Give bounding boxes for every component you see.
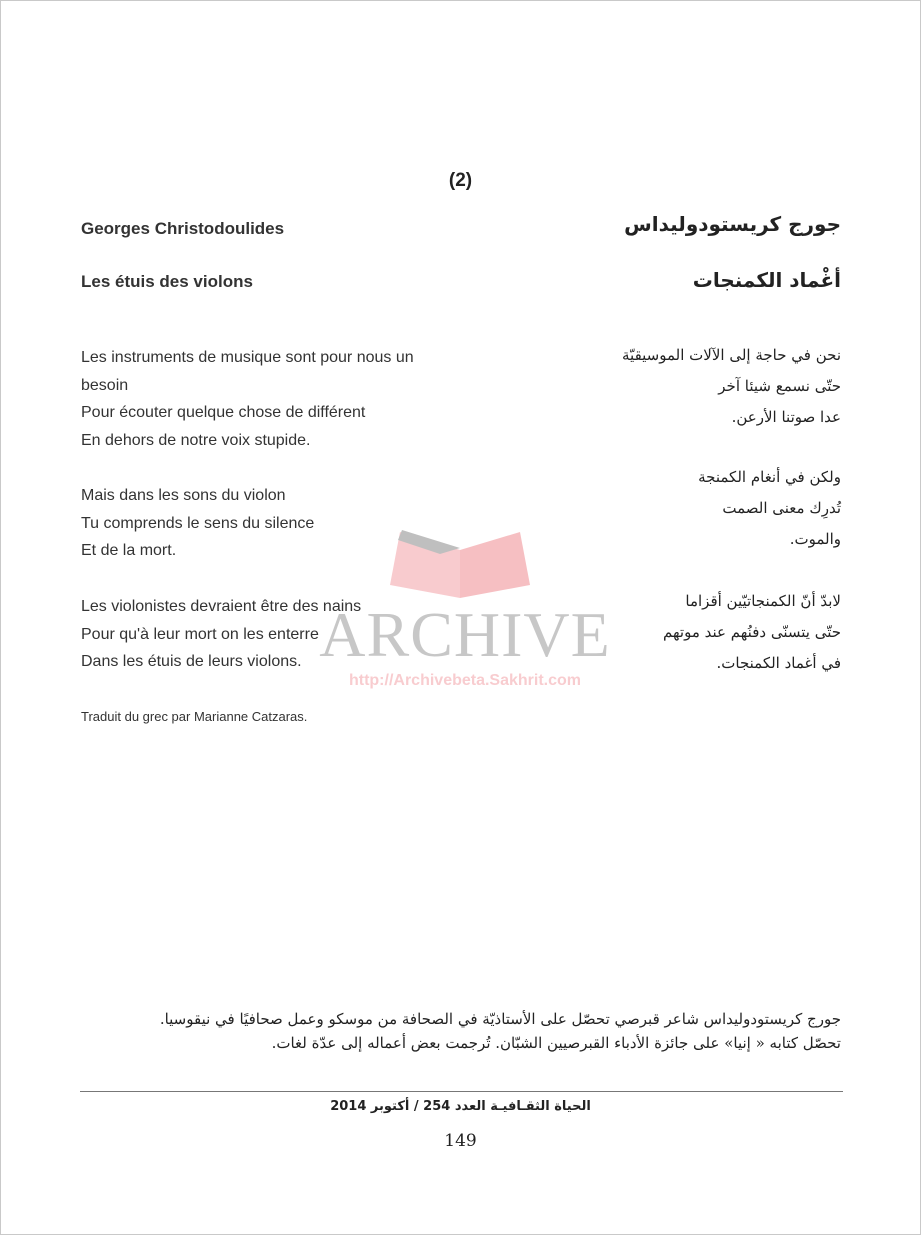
bio-line: جورج كريستودوليداس شاعر قبرصي تحصّل على الأستاذيّة في الصحافة من موسكو وعمل صحافيًا في نيقوسيا. <box>159 1010 841 1028</box>
poem-number: (2) <box>448 170 473 191</box>
french-line: Pour qu'à leur mort on les enterre <box>81 625 319 643</box>
french-line: besoin <box>81 376 129 394</box>
arabic-stanza-1 <box>622 340 841 433</box>
bio-line: تحصّل كتابه « إنيا» على جائزة الأدباء القبرصيين الشبّان. تُرجمت بعض أعماله إلى عدّة لغات. <box>271 1034 841 1052</box>
arabic-author: جورج كريستودوليداس <box>624 212 841 236</box>
journal-footer: الحياة الثقـافيـة العدد 254 / أكتوبر 2014 <box>330 1099 591 1114</box>
arabic-line: نحن في حاجة إلى الآلات الموسيقيّة <box>622 346 841 364</box>
arabic-line: تُدرِك معنى الصمت <box>722 499 841 517</box>
french-stanza-1 <box>81 344 414 454</box>
page-number: 149 <box>444 1131 477 1151</box>
footer-divider <box>80 1091 843 1092</box>
arabic-stanza-2 <box>698 462 841 555</box>
french-title: Les étuis des violons <box>81 272 253 291</box>
french-line: Et de la mort. <box>81 542 177 559</box>
arabic-stanza-3 <box>663 586 841 679</box>
arabic-line: ولكن في أنغام الكمنجة <box>698 468 841 486</box>
arabic-line: في أغماد الكمنجات. <box>716 654 841 672</box>
french-line: En dehors de notre voix stupide. <box>81 431 311 449</box>
watermark-url: http://Archivebeta.Sakhrit.com <box>348 672 582 689</box>
book-logo-icon <box>380 530 540 600</box>
watermark-text: ARCHIVE <box>319 599 611 670</box>
french-line: Pour écouter quelque chose de différent <box>81 404 366 421</box>
translator-credit: Traduit du grec par Marianne Catzaras. <box>81 709 308 724</box>
arabic-line: حتّى يتسنّى دفنُهم عند موتهم <box>663 623 841 641</box>
french-line: Mais dans les sons du violon <box>81 487 286 504</box>
archive-watermark <box>300 520 630 705</box>
french-line: Dans les étuis de leurs violons. <box>81 653 302 670</box>
french-line: Les instruments de musique sont pour nous un <box>81 349 414 366</box>
arabic-line: حتّى نسمع شيئا آخر <box>718 377 841 395</box>
author-bio <box>81 1007 841 1055</box>
arabic-line: عدا صوتنا الأرعن. <box>731 408 841 426</box>
arabic-line: والموت. <box>789 530 841 548</box>
french-author: Georges Christodoulides <box>81 219 285 238</box>
arabic-line: لابدّ أنّ الكمنجاتيّين أقزاما <box>685 592 841 610</box>
french-line: Les violonistes devraient être des nains <box>81 598 362 615</box>
french-stanza-2 <box>81 482 314 565</box>
french-line: Tu comprends le sens du silence <box>81 514 315 532</box>
arabic-title: أغْماد الكمنجات <box>692 268 841 292</box>
